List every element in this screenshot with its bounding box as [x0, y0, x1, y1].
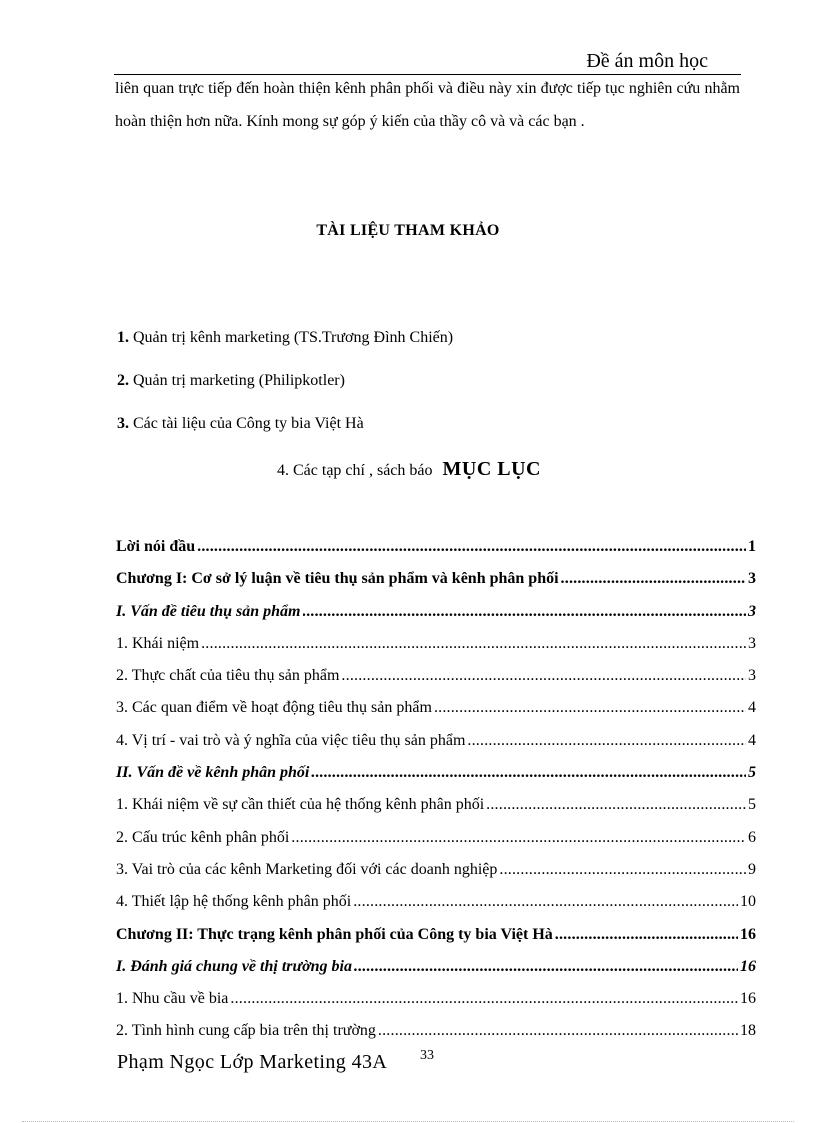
reference-text: Các tài liệu của Công ty bia Việt Hà [129, 415, 364, 432]
toc-leader-dots [303, 603, 747, 621]
toc-entry-text: Lời nói đầu [116, 538, 196, 555]
reference-item [117, 372, 345, 390]
footer-author: Phạm Ngọc Lớp Marketing 43A [117, 1051, 388, 1073]
toc-entry-text: 2. Tình hình cung cấp bia trên thị trường [116, 1022, 376, 1040]
toc-entry-page: 3 [748, 602, 756, 620]
toc-leader-dots [354, 958, 738, 976]
toc-entry-page: 5 [748, 796, 756, 814]
toc-entry-text: 1. Khái niệm [116, 634, 200, 652]
toc-entry-text: 2. Cấu trúc kênh phân phối [116, 828, 290, 846]
toc-entry-text: Chương I: Cơ sở lý luận về tiêu thụ sản phẩm và kênh phân phối [116, 570, 559, 588]
reference-text: Quản trị kênh marketing (TS.Trương Đình Chiến) [129, 329, 454, 346]
toc-leader-dots [230, 990, 738, 1008]
reference-text: 4. Các tạp chí , sách báo [277, 462, 433, 479]
references-heading: TÀI LIỆU THAM KHẢO [316, 222, 500, 239]
toc-entry [116, 764, 756, 796]
toc-leader-dots [353, 893, 738, 911]
toc-entry [116, 570, 756, 602]
toc-entry-page: 16 [740, 925, 756, 943]
reference-number: 1. [117, 329, 129, 346]
toc-leader-dots [201, 635, 746, 653]
toc-entry-page: 6 [748, 828, 756, 846]
toc-entry-text: II. Vấn đề về kênh phân phối [116, 764, 310, 782]
toc-entry-text: I. Vấn đề tiêu thụ sản phẩm [116, 602, 301, 620]
toc-entry-text: 4. Thiết lập hệ thống kênh phân phối [116, 893, 352, 911]
toc-entry [116, 990, 756, 1022]
toc-leader-dots [486, 796, 746, 814]
toc-leader-dots [378, 1022, 738, 1040]
toc-entry-text: 3. Các quan điểm về hoạt động tiêu thụ sản phẩm [116, 699, 432, 717]
toc-entry-page: 4 [748, 731, 756, 749]
toc-leader-dots [467, 732, 746, 750]
reference-text: Quản trị marketing (Philipkotler) [129, 372, 345, 389]
toc-leader-dots [197, 538, 746, 556]
page-header-title: Đề án môn học [586, 50, 708, 72]
toc-entry-text: 1. Khái niệm về sự cần thiết của hệ thống kênh phân phối [116, 796, 485, 814]
toc-entry [116, 732, 756, 764]
toc-entry-page: 5 [748, 764, 756, 782]
toc-entry [116, 926, 756, 958]
footer-page-number: 33 [420, 1048, 434, 1063]
toc-leader-dots [341, 667, 746, 685]
toc-leader-dots [311, 764, 746, 782]
toc-leader-dots [291, 829, 746, 847]
toc-entry-text: Chương II: Thực trạng kênh phân phối của Công ty bia Việt Hà [116, 925, 553, 943]
toc-entry [116, 699, 756, 731]
page-bottom-border [22, 1121, 794, 1122]
reference-number: 3. [117, 415, 129, 432]
toc-entry-text: 1. Nhu cầu về bia [116, 990, 229, 1008]
toc-entry [116, 538, 756, 570]
toc-title: MỤC LỤC [442, 458, 541, 480]
toc-entry [116, 958, 756, 990]
toc-entry-page: 10 [740, 893, 756, 911]
toc-entry-page: 16 [740, 957, 756, 975]
toc-entry [116, 667, 756, 699]
toc-entry-text: I. Đánh giá chung về thị trường bia [116, 957, 352, 975]
toc-entry-text: 3. Vai trò của các kênh Marketing đối với các doanh nghiệp [116, 860, 498, 878]
toc-entry-page: 16 [740, 990, 756, 1008]
toc-entry-text: 4. Vị trí - vai trò và ý nghĩa của việc tiêu thụ sản phẩm [116, 731, 466, 749]
table-of-contents [116, 538, 756, 1055]
toc-entry-page: 3 [748, 634, 756, 652]
toc-entry [116, 1022, 756, 1054]
toc-entry-text: 2. Thực chất của tiêu thụ sản phẩm [116, 667, 340, 685]
toc-entry [116, 635, 756, 667]
reference-item [117, 329, 453, 347]
toc-entry-page: 18 [740, 1022, 756, 1040]
toc-leader-dots [499, 861, 746, 879]
toc-leader-dots [434, 699, 746, 717]
toc-entry-page: 9 [748, 860, 756, 878]
toc-entry [116, 796, 756, 828]
toc-entry-page: 3 [748, 667, 756, 685]
reference-item [277, 458, 541, 481]
toc-leader-dots [561, 570, 746, 588]
reference-item [117, 415, 364, 433]
intro-paragraph: liên quan trực tiếp đến hoàn thiện kênh phân phối và điều này xin được tiếp tục nghiên cứu nhằm hoàn thiện hơn nữa. Kính mong sự góp ý kiến của thầy cô và và các bạn . [115, 80, 740, 130]
toc-entry [116, 861, 756, 893]
toc-entry-page: 4 [748, 699, 756, 717]
toc-entry-page: 3 [748, 570, 756, 588]
toc-entry [116, 603, 756, 635]
toc-entry [116, 893, 756, 925]
toc-leader-dots [555, 926, 738, 944]
toc-entry-page: 1 [748, 538, 756, 555]
toc-entry [116, 829, 756, 861]
reference-number: 2. [117, 372, 129, 389]
